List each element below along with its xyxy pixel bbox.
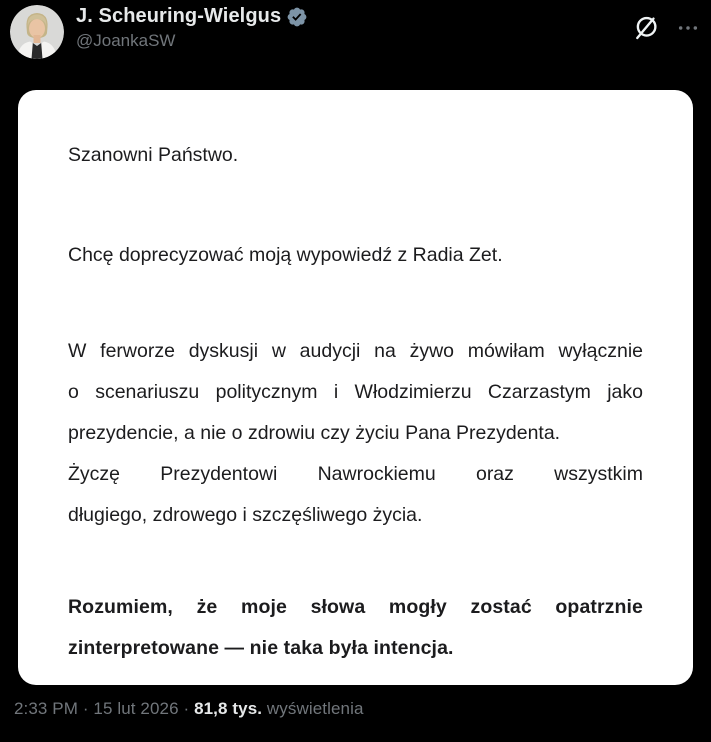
statement-line: W ferworze dyskusji w audycji na żywo mówiłam wyłącznie: [68, 340, 643, 362]
views-label: wyświetlenia: [266, 699, 364, 718]
grok-icon: [631, 13, 661, 43]
statement-line: Życzę Prezydentowi Nawrockiemu oraz wszystkim: [68, 463, 643, 485]
statement-line: długiego, zdrowego i szczęśliwego życia.: [68, 504, 423, 526]
statement-paragraph-bold: [68, 587, 643, 669]
statement-line: Rozumiem, że moje słowa mogły zostać opatrznie: [68, 596, 643, 618]
grok-actions-button[interactable]: [631, 13, 661, 43]
post-header: [0, 0, 711, 64]
identity-block: [76, 5, 308, 51]
timestamp: 2:33 PM · 15 lut 2026 ·: [14, 699, 190, 718]
statement-line: Szanowni Państwo.: [68, 144, 239, 166]
statement-paragraph: [68, 454, 643, 536]
views-count: 81,8 tys.: [194, 699, 263, 718]
statement-paragraph: [68, 135, 643, 176]
post-meta: [0, 699, 711, 719]
avatar-image: [10, 5, 64, 59]
display-name[interactable]: J. Scheuring-Wielgus: [76, 5, 282, 27]
tweet-image[interactable]: [18, 90, 693, 685]
more-options-button[interactable]: [677, 17, 699, 39]
verified-badge-icon: [286, 6, 308, 28]
statement-paragraph: [68, 331, 643, 454]
statement-paragraph: [68, 235, 643, 276]
header-actions: [631, 5, 699, 43]
statement-line: Chcę doprecyzować moją wypowiedź z Radia Zet.: [68, 244, 503, 266]
statement-line: prezydencie, a nie o zdrowiu czy życiu Pana Prezydenta.: [68, 422, 561, 444]
more-options-icon: [677, 17, 699, 39]
statement-line: o scenariuszu politycznym i Włodzimierzu Czarzastym jako: [68, 381, 643, 403]
user-handle: @JoankaSW: [76, 31, 176, 50]
avatar[interactable]: [10, 5, 64, 59]
statement-line: zinterpretowane — nie taka była intencja.: [68, 637, 454, 659]
